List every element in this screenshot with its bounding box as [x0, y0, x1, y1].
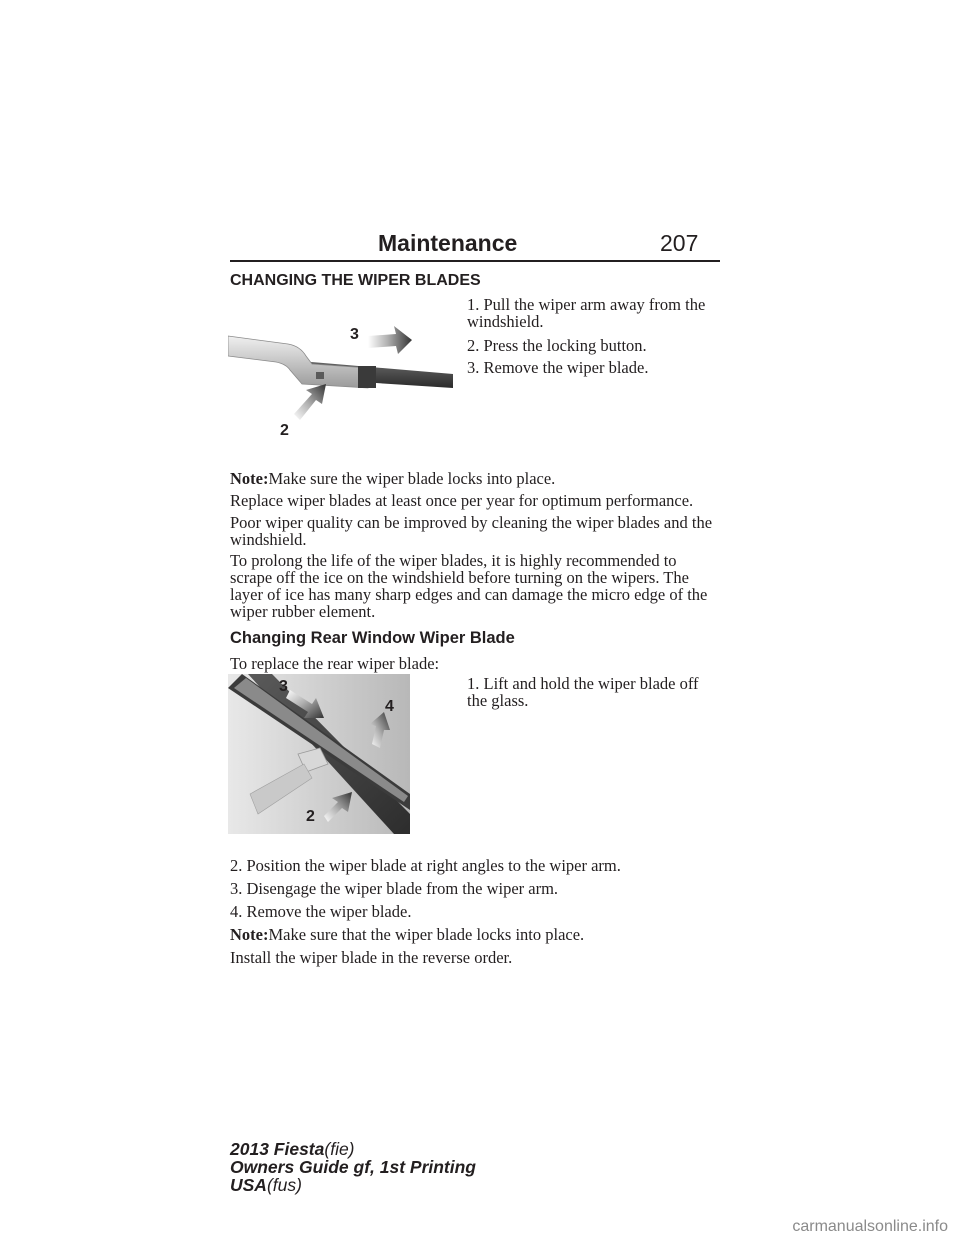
note-label: Note:	[230, 925, 269, 944]
step-1: 1. Pull the wiper arm away from the windshield.	[467, 295, 706, 331]
note-text: Make sure the wiper blade locks into place.	[268, 469, 556, 488]
rear-step-3: 3. Disengage the wiper blade from the wiper arm.	[230, 879, 559, 898]
rear-step-1: 1. Lift and hold the wiper blade off the glass.	[467, 674, 699, 710]
subsection-heading: Changing Rear Window Wiper Blade	[230, 629, 515, 647]
watermark: carmanualsonline.info	[792, 1218, 948, 1235]
callout-2: 2	[306, 808, 315, 825]
closing-text: Install the wiper blade in the reverse order.	[230, 948, 513, 967]
paragraph: Replace wiper blades at least once per year for optimum performance.	[230, 491, 694, 510]
rear-wiper-illustration	[228, 674, 410, 834]
footer-market-code: (fus)	[266, 1175, 302, 1195]
step-3: 3. Remove the wiper blade.	[467, 358, 649, 377]
note	[230, 470, 720, 487]
note-text: Make sure that the wiper blade locks into place.	[268, 925, 585, 944]
callout-4: 4	[385, 698, 394, 715]
section-title: Maintenance	[378, 230, 518, 256]
note-label: Note:	[230, 469, 269, 488]
rear-step-2: 2. Position the wiper blade at right angles to the wiper arm.	[230, 856, 621, 875]
rear-step-4: 4. Remove the wiper blade.	[230, 902, 412, 921]
callout-3: 3	[350, 326, 359, 343]
paragraph: Poor wiper quality can be improved by cleaning the wiper blades and the windshield.	[230, 513, 713, 549]
page-number: 207	[660, 230, 699, 256]
callout-3: 3	[279, 678, 288, 695]
rear-wiper-figure	[228, 674, 410, 834]
footer-market: USA	[230, 1175, 267, 1195]
callout-2: 2	[280, 422, 289, 439]
wiper-blade-illustration	[228, 296, 453, 456]
intro-text: To replace the rear wiper blade:	[230, 654, 440, 673]
header-divider	[230, 260, 720, 262]
footer-model: 2013 Fiesta	[230, 1139, 325, 1159]
wiper-blade-figure	[228, 296, 453, 456]
note	[230, 926, 720, 943]
document-footer	[230, 1140, 476, 1194]
section-heading: CHANGING THE WIPER BLADES	[230, 272, 481, 289]
paragraph: To prolong the life of the wiper blades, it is highly recommended to scrape off the ice on the windshield before turning on the wipers. The layer of ice has many sharp edges and can damage the micro edge of the wiper rubber element.	[230, 551, 708, 621]
footer-model-code: (fie)	[324, 1139, 355, 1159]
footer-guide: Owners Guide gf, 1st Printing	[230, 1157, 476, 1177]
step-2: 2. Press the locking button.	[467, 336, 647, 355]
